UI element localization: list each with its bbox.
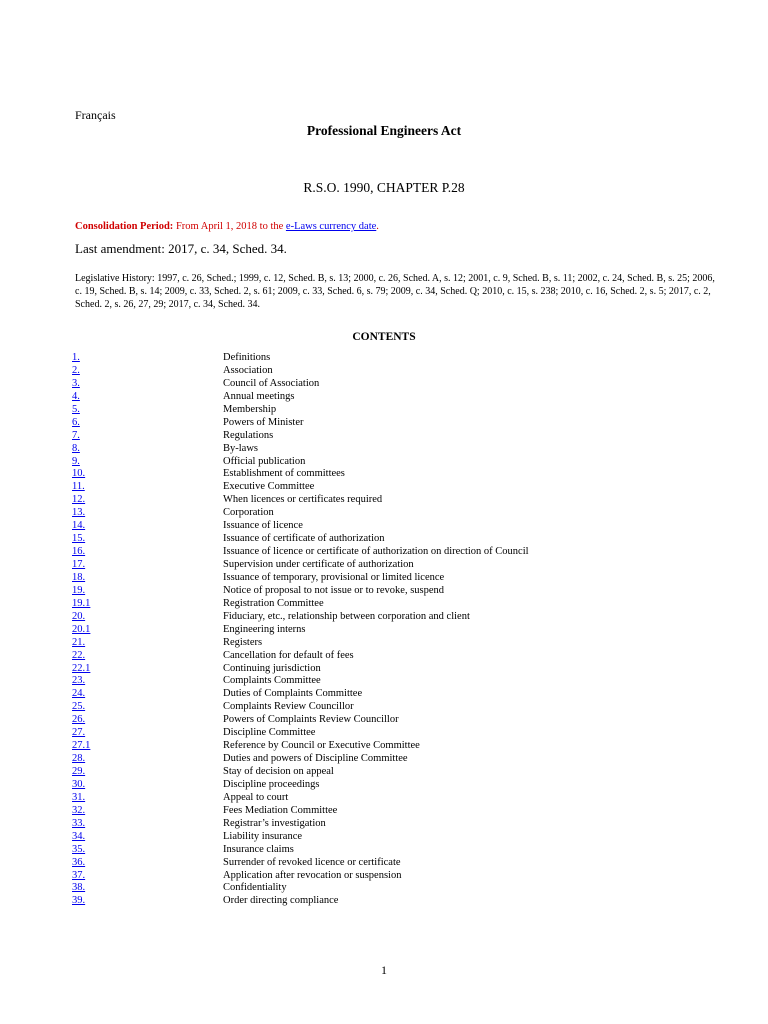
toc-row — [72, 882, 712, 895]
toc-section-link[interactable]: 28. — [72, 753, 86, 765]
toc-row — [72, 766, 712, 779]
toc-row — [72, 753, 712, 766]
toc-section-title: Liability insurance — [223, 830, 303, 842]
toc-row — [72, 675, 712, 688]
page-number: 1 — [381, 963, 387, 977]
toc-section-title: Fiduciary, etc., relationship between corporation and client — [223, 610, 470, 622]
toc-section-title: Complaints Committee — [223, 675, 321, 687]
toc-section-link[interactable]: 13. — [72, 507, 86, 519]
toc-row — [72, 727, 712, 740]
toc-section-title: Powers of Minister — [223, 416, 304, 428]
toc-section-link[interactable]: 38. — [72, 882, 86, 894]
toc-section-link[interactable]: 5. — [72, 403, 80, 415]
toc-row — [72, 378, 712, 391]
toc-section-title: Membership — [223, 403, 277, 415]
toc-row — [72, 468, 712, 481]
toc-row — [72, 572, 712, 585]
toc-section-link[interactable]: 3. — [72, 377, 80, 389]
toc-section-link[interactable]: 30. — [72, 778, 86, 790]
toc-section-title: Issuance of temporary, provisional or limited licence — [223, 571, 445, 583]
toc-section-link[interactable]: 27. — [72, 727, 86, 739]
toc-section-link[interactable]: 8. — [72, 442, 80, 454]
toc-section-link[interactable]: 31. — [72, 791, 86, 803]
toc-row — [72, 494, 712, 507]
toc-row — [72, 533, 712, 546]
toc-section-link[interactable]: 11. — [72, 481, 85, 493]
table-of-contents — [72, 352, 712, 908]
toc-row — [72, 895, 712, 908]
toc-section-title: Supervision under certificate of authorization — [223, 559, 414, 570]
toc-section-title: Association — [223, 364, 273, 376]
toc-section-link[interactable]: 17. — [72, 559, 86, 570]
contents-heading: CONTENTS — [352, 331, 416, 343]
toc-row — [72, 818, 712, 831]
toc-section-title: Discipline proceedings — [223, 778, 320, 790]
toc-section-link[interactable]: 19. — [72, 584, 86, 596]
toc-row — [72, 443, 712, 456]
toc-section-link[interactable]: 36. — [72, 856, 86, 868]
toc-section-link[interactable]: 18. — [72, 571, 86, 583]
toc-section-title: Issuance of licence or certificate of authorization on direction of Council — [223, 546, 529, 558]
toc-row — [72, 844, 712, 857]
toc-section-link[interactable]: 9. — [72, 455, 80, 467]
toc-section-link[interactable]: 37. — [72, 869, 86, 881]
toc-row — [72, 688, 712, 701]
toc-section-link[interactable]: 21. — [72, 636, 86, 648]
toc-section-title: Complaints Review Councillor — [223, 701, 354, 713]
toc-row — [72, 637, 712, 650]
toc-section-title: By-laws — [223, 442, 258, 454]
toc-section-title: Annual meetings — [223, 390, 295, 402]
toc-row — [72, 352, 712, 365]
toc-section-link[interactable]: 32. — [72, 804, 86, 816]
toc-row — [72, 507, 712, 520]
toc-row — [72, 779, 712, 792]
toc-section-title: Council of Association — [223, 377, 320, 389]
toc-section-title: When licences or certificates required — [223, 494, 383, 506]
toc-section-title: Executive Committee — [223, 481, 315, 493]
consolidation-label: Consolidation Period: — [75, 221, 174, 232]
toc-section-title: Powers of Complaints Review Councillor — [223, 714, 399, 726]
toc-section-link[interactable]: 19.1 — [72, 597, 91, 609]
consolidation-text: From April 1, 2018 to the — [173, 221, 286, 232]
toc-section-link[interactable]: 7. — [72, 429, 80, 441]
toc-section-title: Discipline Committee — [223, 727, 316, 739]
toc-row — [72, 701, 712, 714]
legislative-history: Legislative History: 1997, c. 26, Sched.; 1999, c. 12, Sched. B, s. 13; 2000, c. 26, Sched. A, s. 12; 2001, c. 9, Sched. B, s. 11; 2002, c. 24, Sched. B, s. 25; 2006, c. 19, Sched. B, s. 14; 2009, c. 33, Sched. 2, s. 61; 2009, c. 33, Sched. 6, s. 79; 2009, c. 34, Sched. Q; 2010, c. 15, s. 238; 2010, c. 16, Sched. 2, s. 5; 2017, c. 2, Sched. 2, s. 26, 27, 29; 2017, c. 34, Sched. 34. — [75, 273, 715, 310]
toc-section-link[interactable]: 22. — [72, 649, 86, 661]
toc-section-title: Definitions — [223, 352, 271, 363]
toc-section-link[interactable]: 39. — [72, 895, 86, 907]
toc-row — [72, 559, 712, 572]
toc-section-link[interactable]: 27.1 — [72, 740, 91, 752]
toc-row — [72, 870, 712, 883]
toc-section-link[interactable]: 24. — [72, 688, 86, 700]
toc-section-title: Stay of decision on appeal — [223, 766, 334, 777]
toc-row — [72, 404, 712, 417]
toc-section-title: Insurance claims — [223, 843, 294, 855]
toc-row — [72, 805, 712, 818]
toc-row — [72, 792, 712, 805]
toc-section-title: Cancellation for default of fees — [223, 649, 354, 661]
toc-section-link[interactable]: 14. — [72, 520, 86, 532]
act-title: Professional Engineers Act — [306, 123, 462, 138]
toc-section-title: Registers — [223, 636, 263, 648]
toc-row — [72, 624, 712, 637]
toc-row — [72, 481, 712, 494]
language-link-french[interactable]: Français — [75, 108, 116, 122]
toc-section-title: Reference by Council or Executive Committee — [223, 740, 420, 752]
consolidation-end: . — [376, 221, 379, 232]
toc-section-title: Registrar’s investigation — [223, 817, 326, 829]
toc-section-title: Establishment of committees — [223, 468, 345, 480]
chapter-reference: R.S.O. 1990, CHAPTER P.28 — [303, 180, 465, 195]
toc-row — [72, 598, 712, 611]
toc-section-link[interactable]: 34. — [72, 830, 86, 842]
toc-row — [72, 520, 712, 533]
toc-section-title: Official publication — [223, 455, 306, 467]
toc-section-title: Corporation — [223, 507, 274, 519]
toc-row — [72, 546, 712, 559]
toc-row — [72, 663, 712, 676]
toc-row — [72, 417, 712, 430]
toc-section-link[interactable]: 6. — [72, 416, 80, 428]
toc-section-link[interactable]: 1. — [72, 352, 80, 363]
toc-section-link[interactable]: 20. — [72, 610, 86, 622]
toc-section-link[interactable]: 2. — [72, 364, 80, 376]
toc-section-link[interactable]: 15. — [72, 533, 86, 545]
last-amendment: Last amendment: 2017, c. 34, Sched. 34. — [75, 241, 287, 256]
toc-row — [72, 430, 712, 443]
toc-section-title: Duties of Complaints Committee — [223, 688, 363, 700]
toc-row — [72, 585, 712, 598]
toc-section-title: Appeal to court — [223, 791, 289, 803]
currency-date-link[interactable]: e-Laws currency date — [285, 221, 377, 232]
toc-section-title: Duties and powers of Discipline Committee — [223, 753, 408, 765]
toc-section-link[interactable]: 12. — [72, 494, 86, 506]
toc-section-title: Issuance of licence — [223, 520, 303, 532]
toc-section-title: Surrender of revoked licence or certificate — [223, 856, 401, 868]
toc-section-title: Registration Committee — [223, 597, 324, 609]
toc-section-link[interactable]: 26. — [72, 714, 86, 726]
toc-row — [72, 831, 712, 844]
toc-section-link[interactable]: 33. — [72, 817, 86, 829]
toc-section-link[interactable]: 29. — [72, 766, 86, 777]
consolidation-period — [75, 221, 379, 232]
toc-section-title: Notice of proposal to not issue or to revoke, suspend — [223, 584, 445, 596]
toc-section-title: Issuance of certificate of authorization — [223, 533, 385, 545]
toc-section-title: Fees Mediation Committee — [223, 804, 338, 816]
toc-section-title: Continuing jurisdiction — [223, 662, 321, 674]
toc-row — [72, 611, 712, 624]
toc-section-link[interactable]: 10. — [72, 468, 86, 480]
toc-row — [72, 650, 712, 663]
toc-section-link[interactable]: 20.1 — [72, 623, 91, 635]
toc-row — [72, 456, 712, 469]
toc-section-title: Engineering interns — [223, 623, 306, 635]
toc-row — [72, 391, 712, 404]
toc-section-link[interactable]: 4. — [72, 390, 80, 402]
toc-section-title: Confidentiality — [223, 882, 287, 894]
toc-section-link[interactable]: 23. — [72, 675, 86, 687]
toc-row — [72, 857, 712, 870]
toc-row — [72, 365, 712, 378]
toc-row — [72, 714, 712, 727]
toc-section-title: Regulations — [223, 429, 274, 441]
toc-section-title: Order directing compliance — [223, 895, 339, 907]
toc-section-link[interactable]: 16. — [72, 546, 86, 558]
toc-section-link[interactable]: 22.1 — [72, 662, 91, 674]
toc-row — [72, 740, 712, 753]
toc-section-link[interactable]: 25. — [72, 701, 86, 713]
toc-section-link[interactable]: 35. — [72, 843, 86, 855]
toc-section-title: Application after revocation or suspension — [223, 869, 402, 881]
